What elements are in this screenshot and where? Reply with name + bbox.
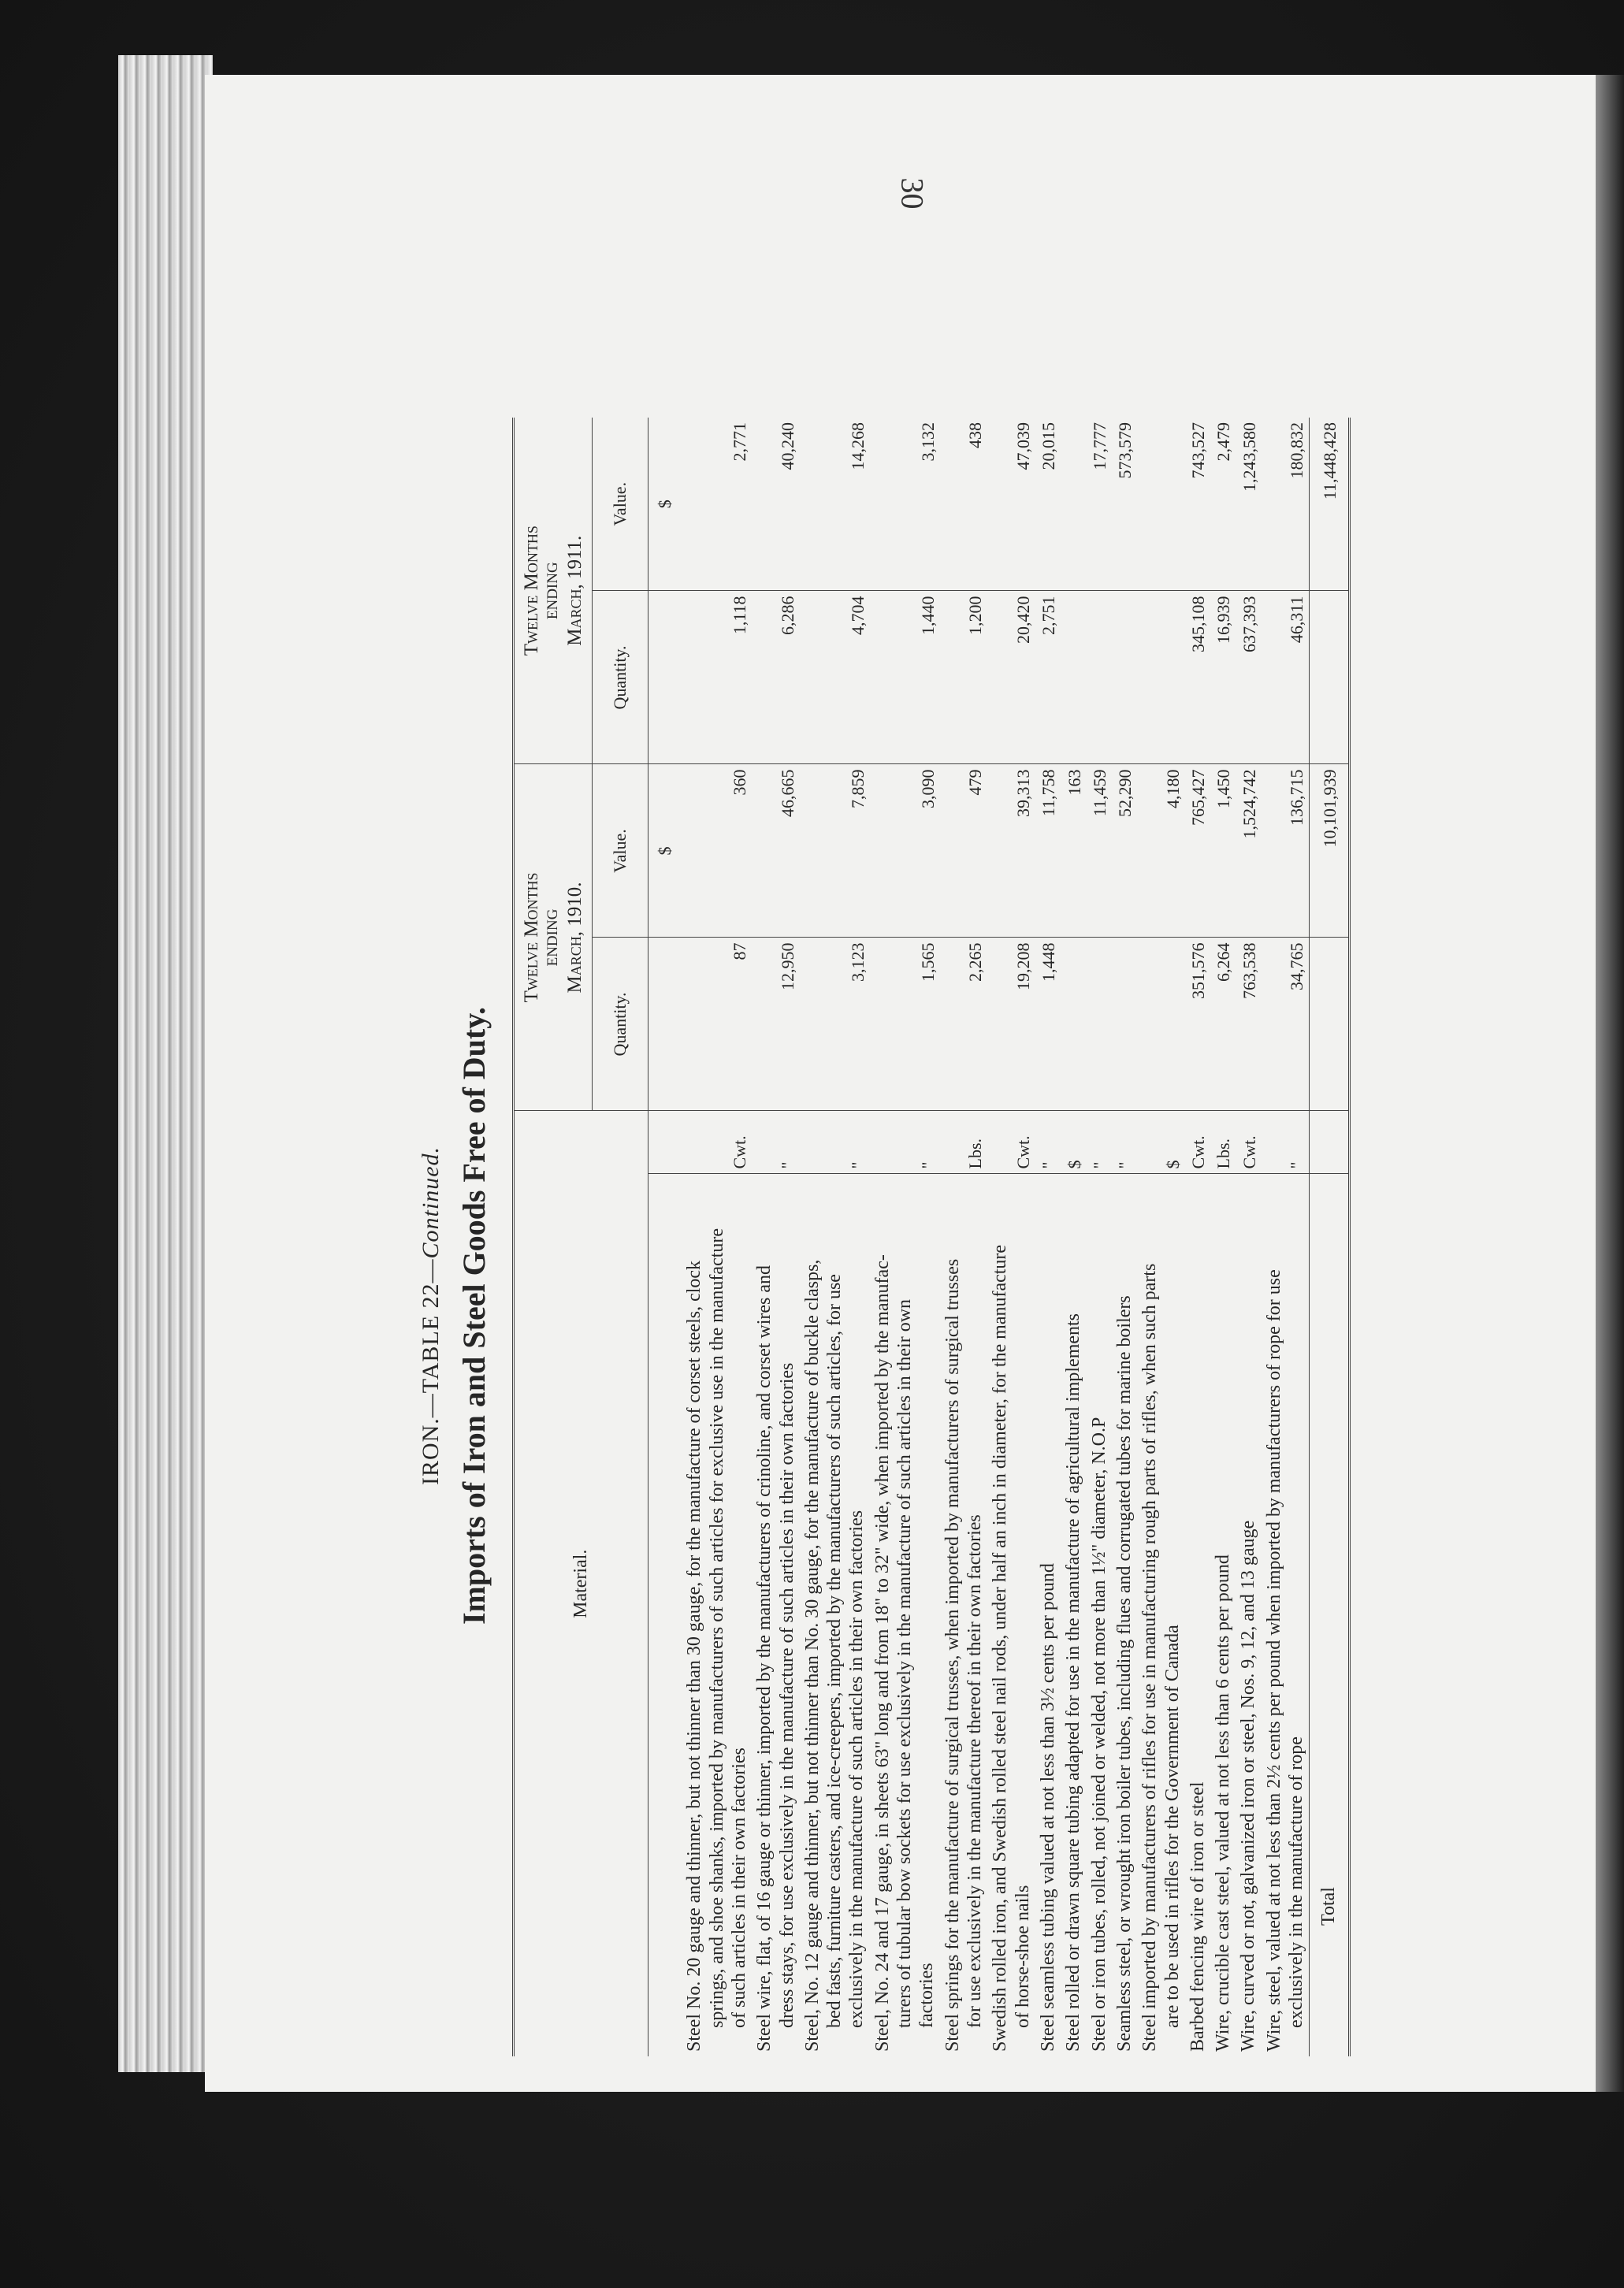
quantity-1910-cell: 351,576 <box>1185 938 1210 1111</box>
value-1911-cell <box>1061 418 1086 591</box>
value-1911-cell: 2,479 <box>1210 418 1236 591</box>
material-cell: Wire, crucible cast steel, valued at not less than 6 cents per pound <box>1213 1554 1234 2052</box>
value-1910-cell: 765,427 <box>1185 764 1210 938</box>
period-1910-line3: March, 1910. <box>564 882 585 994</box>
quantity-1910-cell: 6,264 <box>1210 938 1236 1111</box>
table-row <box>870 418 940 2056</box>
unit-cell: " <box>1112 1111 1137 1174</box>
unit-cell: Cwt. <box>1185 1111 1210 1174</box>
material-cell: Steel, No. 24 and 17 gauge, in sheets 63" long and from 18" to 32" wide, when imported by the manufac- turers of tubular bow sockets for use exclusively in the manufacture of such articles in their own factories <box>871 1254 938 2052</box>
material-cell: Swedish rolled iron, and Swedish rolled steel nail rods, under half an inch in diameter, for the manufacture of horse-shoe nails <box>990 1244 1033 2052</box>
material-cell: Wire, curved or not, galvanized iron or steel, Nos. 9, 12, and 13 gauge <box>1238 1520 1259 2052</box>
quantity-1911-cell <box>1087 591 1112 764</box>
unit-cell: Cwt. <box>1236 1111 1261 1174</box>
table-row <box>1236 418 1261 2056</box>
quantity-1910-cell <box>1061 938 1086 1111</box>
material-cell: Steel rolled or drawn square tubing adapted for use in the manufacture of agricultural implements <box>1063 1313 1084 2052</box>
table-row <box>682 418 752 2056</box>
total-value-1911: 11,448,428 <box>1310 418 1349 591</box>
material-cell: Steel No. 20 gauge and thinner, but not thinner than 30 gauge, for the manufacture of corset steels, clock springs, and shoe shanks, imported by manufacturers of such articles for exclusive use in the manufacture of such articles in their own factories <box>684 1228 749 2052</box>
table-row <box>1210 418 1236 2056</box>
period-1911-line3: March, 1911. <box>564 535 585 646</box>
quantity-1911-cell: 6,286 <box>752 591 800 764</box>
quantity-1910-cell <box>1112 938 1137 1111</box>
value-1911-cell <box>1137 418 1185 591</box>
unit-cell: $ <box>1137 1111 1185 1174</box>
dollar-sign-1910: $ <box>648 764 682 938</box>
unit-cell: Cwt. <box>682 1111 752 1174</box>
value-1910-cell: 3,090 <box>870 764 940 938</box>
column-header-value-1910: Value. <box>593 764 648 938</box>
quantity-1911-cell: 4,704 <box>800 591 870 764</box>
material-cell: Steel wire, flat, of 16 gauge or thinner, imported by the manufacturers of crinoline, and corset wires and dress stays, for use exclusively in the manufacture of such articles in their own factories <box>754 1265 797 2052</box>
column-header-value-1911: Value. <box>593 418 648 591</box>
quantity-1910-cell: 2,265 <box>940 938 988 1111</box>
quantity-1910-cell: 19,208 <box>987 938 1035 1111</box>
material-cell: Wire, steel, valued at not less than 2½ cents per pound when imported by manufacturers of rope for use exclusively in the manufacture of rope <box>1263 1269 1307 2052</box>
page-number: 30 <box>894 177 931 210</box>
material-cell: Barbed fencing wire of iron or steel <box>1187 1781 1208 2052</box>
value-1911-cell: 20,015 <box>1035 418 1061 591</box>
quantity-1911-cell: 1,200 <box>940 591 988 764</box>
header-row-periods <box>514 418 593 2056</box>
unit-cell: Lbs. <box>940 1111 988 1174</box>
column-header-quantity-1910: Quantity. <box>593 938 648 1111</box>
value-1911-cell: 47,039 <box>987 418 1035 591</box>
value-1911-cell: 17,777 <box>1087 418 1112 591</box>
quantity-1911-cell: 1,440 <box>870 591 940 764</box>
column-header-period-1911 <box>514 418 593 764</box>
value-1911-cell: 180,832 <box>1262 418 1310 591</box>
quantity-1910-cell: 34,765 <box>1262 938 1310 1111</box>
quantity-1911-cell: 637,393 <box>1236 591 1261 764</box>
material-cell: Steel imported by manufacturers of rifles for use in manufacturing rough parts of rifles, when such parts are to be used in rifles for the Government of Canada <box>1139 1263 1183 2052</box>
unit-cell: " <box>800 1111 870 1174</box>
unit-cell: " <box>1262 1111 1310 1174</box>
value-1910-cell: 1,450 <box>1210 764 1236 938</box>
unit-cell: Lbs. <box>1210 1111 1236 1174</box>
table-kicker <box>418 567 444 2064</box>
value-1910-cell: 479 <box>940 764 988 938</box>
table-kicker-continued: Continued. <box>418 1146 444 1259</box>
quantity-1910-cell: 1,565 <box>870 938 940 1111</box>
table-row <box>1262 418 1310 2056</box>
rotated-table-block <box>418 410 1395 2064</box>
value-1911-cell: 743,527 <box>1185 418 1210 591</box>
quantity-1910-cell: 1,448 <box>1035 938 1061 1111</box>
value-1910-cell: 4,180 <box>1137 764 1185 938</box>
value-1911-cell: 14,268 <box>800 418 870 591</box>
unit-cell: $ <box>1061 1111 1086 1174</box>
unit-cell: Cwt. <box>987 1111 1035 1174</box>
value-1911-cell: 40,240 <box>752 418 800 591</box>
binding-gutter-shadow <box>1596 75 1624 2092</box>
value-1910-cell: 11,459 <box>1087 764 1112 938</box>
quantity-1910-cell: 12,950 <box>752 938 800 1111</box>
material-cell: Steel seamless tubing valued at not less than 3½ cents per pound <box>1037 1563 1058 2052</box>
column-header-quantity-1911: Quantity. <box>593 591 648 764</box>
quantity-1911-cell: 2,751 <box>1035 591 1061 764</box>
value-1911-cell: 1,243,580 <box>1236 418 1261 591</box>
table-row <box>752 418 800 2056</box>
material-cell: Steel or iron tubes, rolled, not joined or welded, not more than 1½" diameter, N.O.P <box>1088 1417 1109 2052</box>
total-label: Total <box>1318 1887 1340 1926</box>
unit-cell: " <box>1087 1111 1112 1174</box>
value-1911-cell: 3,132 <box>870 418 940 591</box>
material-cell: Steel, No. 12 gauge and thinner, but not thinner than No. 30 gauge, for the manufacture of buckle clasps, bed fasts, furniture casters, and ice-creepers, imported by the manufacturers of such articles, for use exclusively in the manufacture of such articles in their own factories <box>801 1259 868 2052</box>
value-1911-cell: 2,771 <box>682 418 752 591</box>
stacked-page-edges <box>118 55 213 2072</box>
value-1910-cell: 46,665 <box>752 764 800 938</box>
value-1910-cell: 1,524,742 <box>1236 764 1261 938</box>
material-cell: Steel springs for the manufacture of surgical trusses, when imported by manufacturers of surgical trusses for use exclusively in the manufacture thereof in their own factories <box>942 1258 985 2052</box>
period-1910-line2: ENDING <box>544 908 562 967</box>
table-row <box>1112 418 1137 2056</box>
unit-cell: " <box>752 1111 800 1174</box>
value-1910-cell: 360 <box>682 764 752 938</box>
value-1910-cell: 52,290 <box>1112 764 1137 938</box>
quantity-1911-cell: 1,118 <box>682 591 752 764</box>
period-1910-line1: Twelve Months <box>521 872 542 1003</box>
imports-table <box>512 418 1351 2056</box>
quantity-1910-cell <box>1137 938 1185 1111</box>
quantity-1910-cell <box>1087 938 1112 1111</box>
unit-cell: " <box>870 1111 940 1174</box>
quantity-1910-cell: 87 <box>682 938 752 1111</box>
quantity-1911-cell: 20,420 <box>987 591 1035 764</box>
quantity-1911-cell: 46,311 <box>1262 591 1310 764</box>
value-1911-cell: 438 <box>940 418 988 591</box>
total-value-1910: 10,101,939 <box>1310 764 1349 938</box>
total-row <box>1310 418 1349 2056</box>
dollar-sign-row <box>648 418 682 2056</box>
period-1911-line2: ENDING <box>544 562 562 620</box>
quantity-1911-cell: 345,108 <box>1185 591 1210 764</box>
table-row <box>800 418 870 2056</box>
table-row <box>987 418 1035 2056</box>
table-row <box>1061 418 1086 2056</box>
material-cell: Seamless steel, or wrought iron boiler tubes, including flues and corrugated tubes for marine boilers <box>1113 1295 1135 2052</box>
value-1910-cell: 7,859 <box>800 764 870 938</box>
value-1910-cell: 163 <box>1061 764 1086 938</box>
quantity-1911-cell <box>1112 591 1137 764</box>
dollar-sign-1911: $ <box>648 418 682 591</box>
table-kicker-prefix: IRON.—TABLE 22— <box>418 1258 444 1486</box>
value-1910-cell: 11,758 <box>1035 764 1061 938</box>
value-1911-cell: 573,579 <box>1112 418 1137 591</box>
table-title: Imports of Iron and Steel Goods Free of Duty. <box>456 1006 492 1625</box>
unit-cell: " <box>1035 1111 1061 1174</box>
column-header-period-1910 <box>514 764 593 1111</box>
column-header-material: Material. <box>514 1111 648 2056</box>
value-1910-cell: 136,715 <box>1262 764 1310 938</box>
quantity-1911-cell <box>1061 591 1086 764</box>
quantity-1910-cell: 3,123 <box>800 938 870 1111</box>
quantity-1911-cell <box>1137 591 1185 764</box>
value-1910-cell: 39,313 <box>987 764 1035 938</box>
quantity-1911-cell: 16,939 <box>1210 591 1236 764</box>
table-row <box>1087 418 1112 2056</box>
table-row <box>1185 418 1210 2056</box>
table-row <box>1137 418 1185 2056</box>
table-row <box>1035 418 1061 2056</box>
table-row <box>940 418 988 2056</box>
quantity-1910-cell: 763,538 <box>1236 938 1261 1111</box>
period-1911-line1: Twelve Months <box>521 526 542 656</box>
total-label-cell <box>1310 1174 1349 2056</box>
